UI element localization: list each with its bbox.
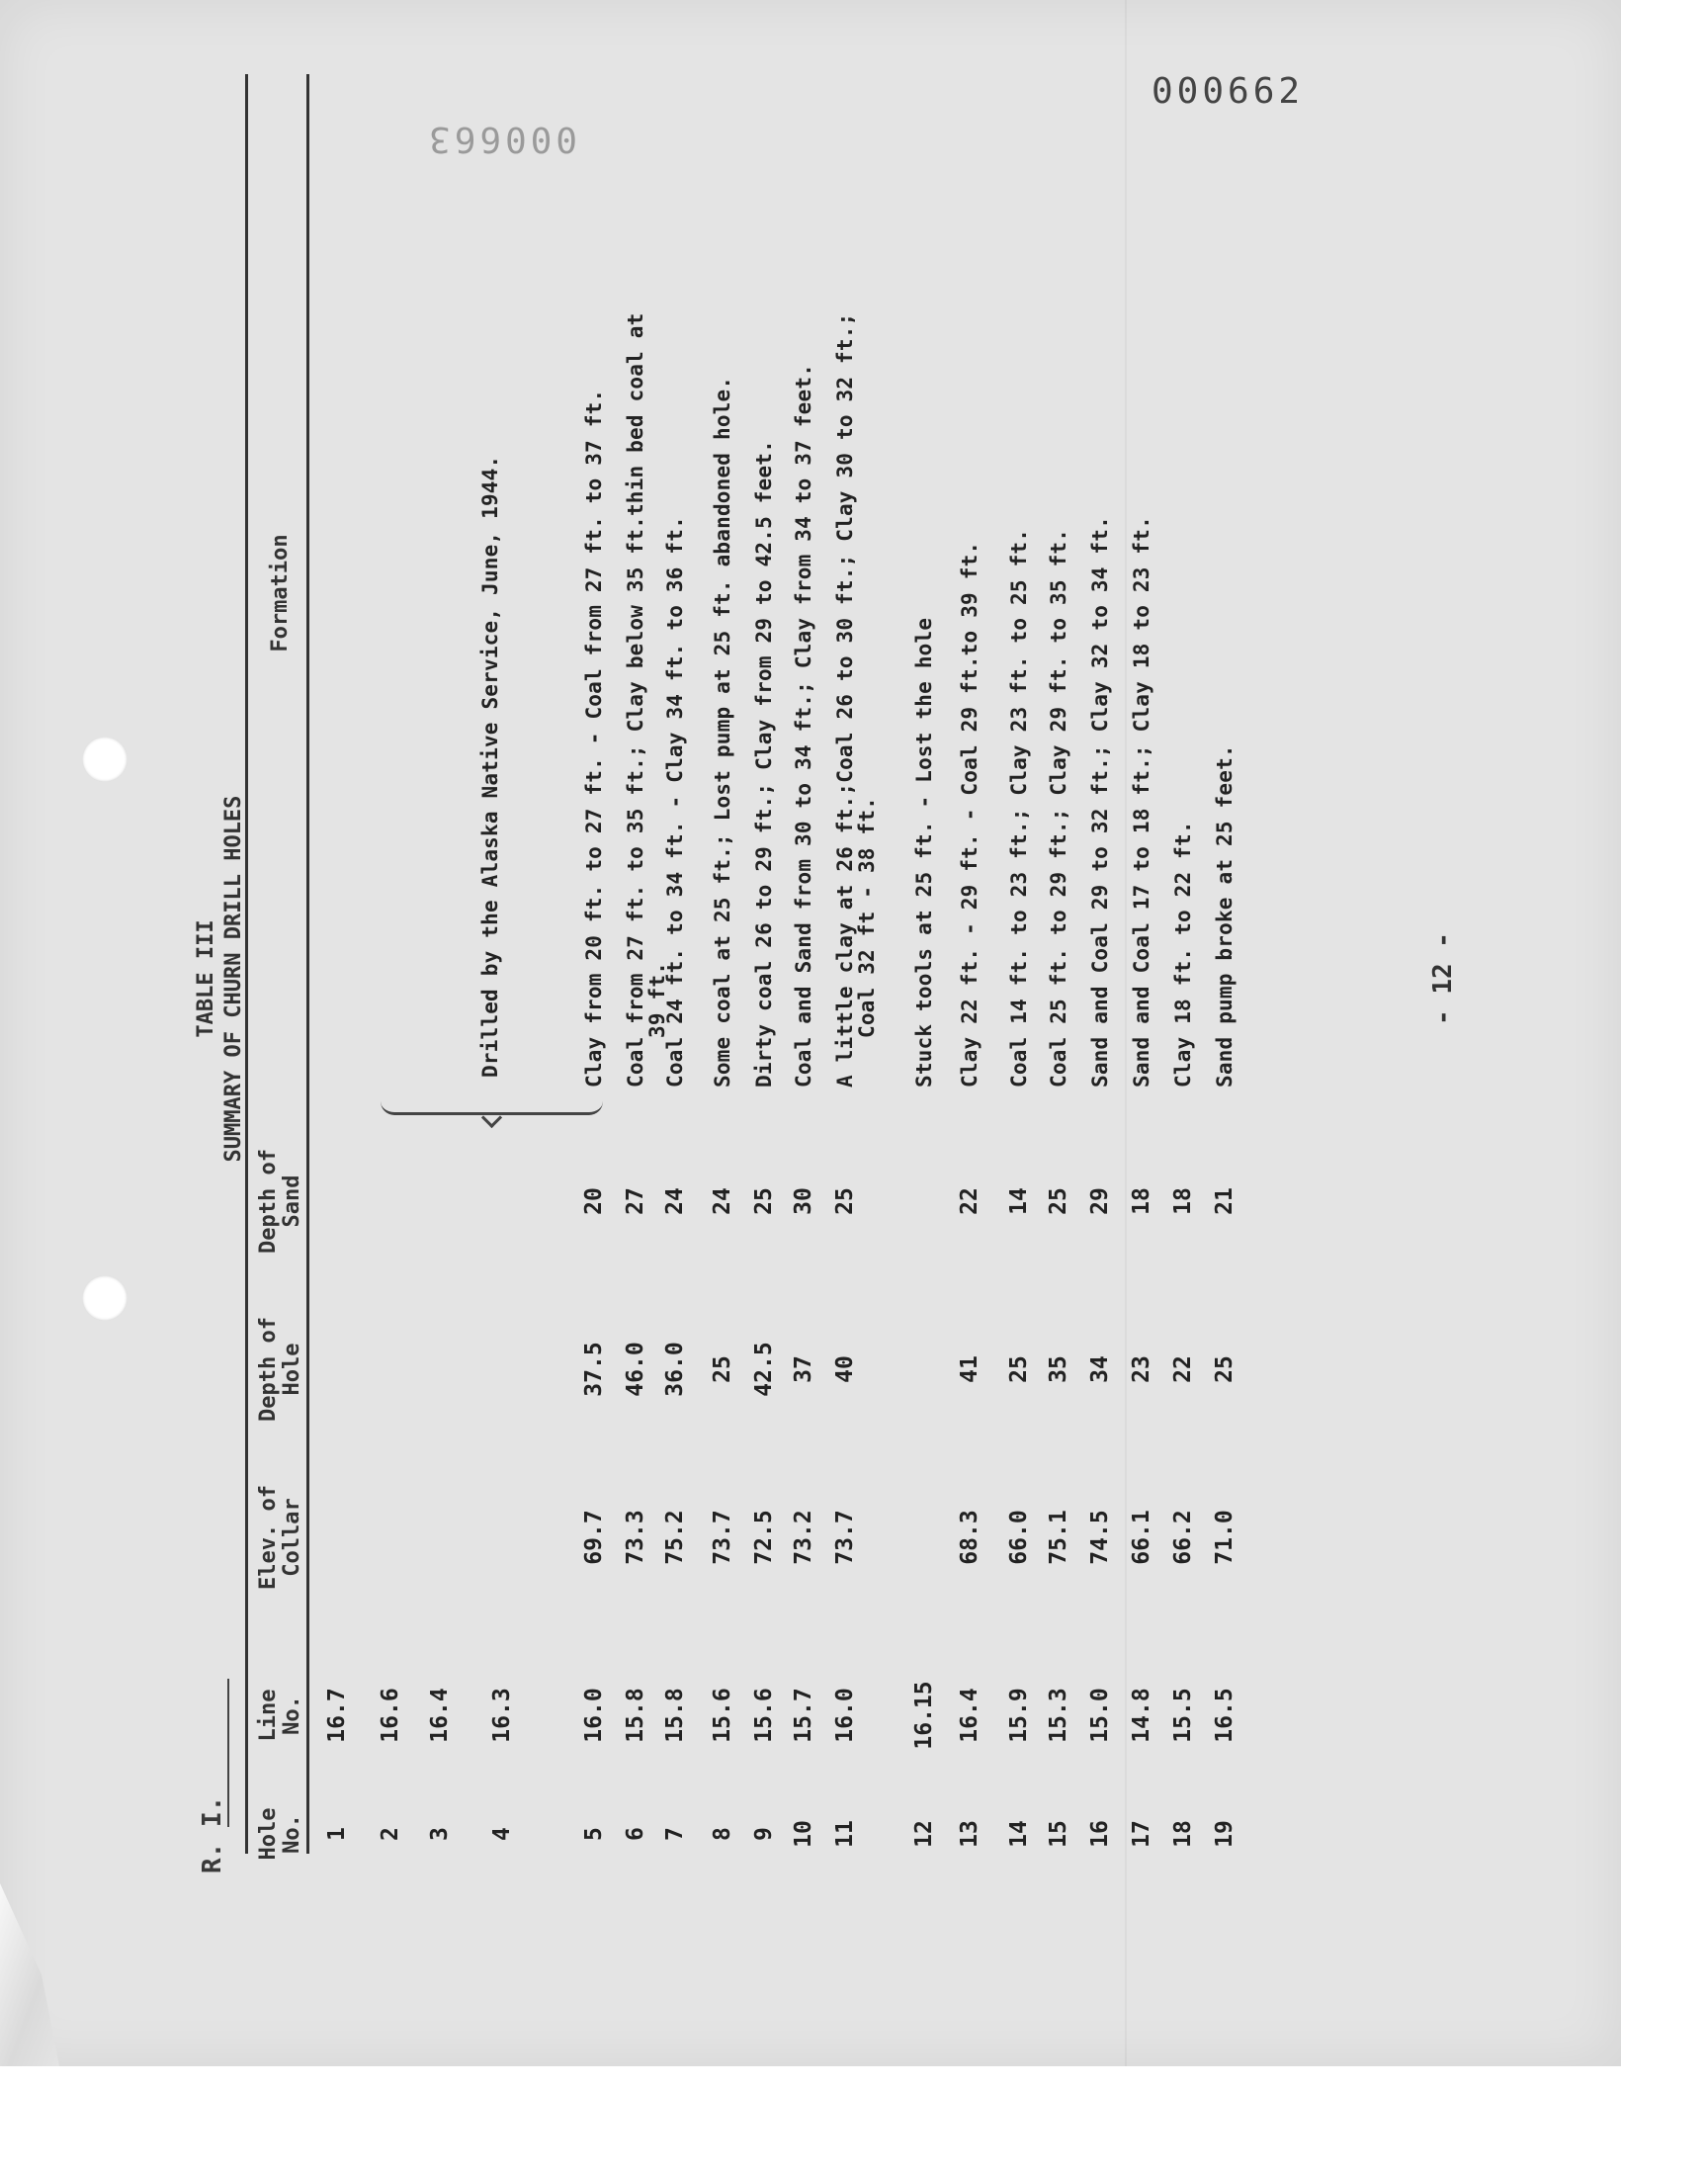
hole-no-cell: 8 [710, 1827, 735, 1841]
hole-no-cell: 9 [751, 1827, 777, 1841]
formation-cell: A little clay at 26 ft.;Coal 26 to 30 ft.; Clay 30 to 32 ft.; [833, 312, 857, 1088]
hole-no-cell: 6 [623, 1827, 648, 1841]
elev-collar-cell: 73.7 [832, 1510, 858, 1565]
formation-cell: Sand and Coal 17 to 18 ft.; Clay 18 to 23 ft. [1130, 516, 1153, 1088]
line-no-cell: 15.6 [751, 1688, 777, 1743]
header-depth-hole: Depth of Hole [256, 1317, 304, 1422]
header-hole-no: Hole No. [256, 1807, 304, 1861]
elev-collar-cell: 72.5 [751, 1510, 777, 1565]
depth-sand-cell: 25 [832, 1187, 858, 1215]
hole-no-cell: 18 [1170, 1820, 1196, 1848]
line-no-cell: 16.5 [1212, 1688, 1238, 1743]
punch-hole-bottom [82, 1275, 128, 1321]
formation-cell: Stuck tools at 25 ft. - Lost the hole [912, 617, 936, 1088]
formation-cell: Sand pump broke at 25 feet. [1213, 744, 1237, 1088]
line-no-cell: 15.6 [710, 1688, 735, 1743]
depth-hole-cell: 25 [1212, 1355, 1238, 1383]
depth-hole-cell: 46.0 [623, 1342, 648, 1397]
formation-cell: Coal 14 ft. to 23 ft.; Clay 23 ft. to 25 ft. [1007, 528, 1031, 1088]
depth-sand-cell: 20 [581, 1187, 607, 1215]
elev-collar-cell: 73.7 [710, 1510, 735, 1565]
depth-hole-cell: 42.5 [751, 1342, 777, 1397]
hole-no-cell: 19 [1212, 1820, 1238, 1848]
report-label: R. I. [198, 1795, 227, 1873]
hole-no-cell: 17 [1129, 1820, 1154, 1848]
line-no-cell: 16.3 [489, 1688, 515, 1743]
depth-sand-cell: 22 [957, 1187, 982, 1215]
header-depth-sand: Depth of Sand [256, 1149, 304, 1254]
line-no-cell: 16.7 [324, 1688, 350, 1743]
formation-cell: Coal 25 ft. to 29 ft.; Clay 29 ft. to 35 ft. [1047, 528, 1070, 1088]
depth-hole-cell: 22 [1170, 1355, 1196, 1383]
line-no-cell: 15.8 [662, 1688, 688, 1743]
depth-hole-cell: 34 [1087, 1355, 1113, 1383]
line-no-cell: 16.0 [832, 1688, 858, 1743]
table-title-line1: TABLE III [194, 919, 218, 1038]
elev-collar-cell: 66.0 [1006, 1510, 1032, 1565]
formation-cell: Clay 18 ft. to 22 ft. [1171, 821, 1195, 1088]
elev-collar-cell: 73.3 [623, 1510, 648, 1565]
header-elev-collar: Elev. of Collar [256, 1485, 304, 1590]
line-no-cell: 15.7 [791, 1688, 816, 1743]
line-no-cell: 15.0 [1087, 1688, 1113, 1743]
depth-hole-cell: 23 [1129, 1355, 1154, 1383]
elev-collar-cell: 74.5 [1087, 1510, 1113, 1565]
hole-no-cell: 16 [1087, 1820, 1113, 1848]
line-no-cell: 16.0 [581, 1688, 607, 1743]
depth-sand-cell: 29 [1087, 1187, 1113, 1215]
depth-sand-cell: 21 [1212, 1187, 1238, 1215]
elev-collar-cell: 75.2 [662, 1510, 688, 1565]
hole-no-cell: 11 [832, 1820, 858, 1848]
page-stamp: 000662 [1152, 71, 1305, 112]
depth-hole-cell: 36.0 [662, 1342, 688, 1397]
line-no-cell: 15.9 [1006, 1688, 1032, 1743]
depth-hole-cell: 25 [710, 1355, 735, 1383]
formation-cell: Sand and Coal 29 to 32 ft.; Clay 32 to 34 ft. [1088, 516, 1112, 1088]
header-formation: Formation [268, 534, 293, 652]
depth-hole-cell: 41 [957, 1355, 982, 1383]
elev-collar-cell: 73.2 [791, 1510, 816, 1565]
elev-collar-cell: 69.7 [581, 1510, 607, 1565]
line-no-cell: 16.6 [378, 1688, 403, 1743]
header-top-rule [245, 74, 248, 1854]
header-bottom-rule [306, 74, 309, 1854]
depth-hole-cell: 40 [832, 1355, 858, 1383]
line-no-cell: 16.15 [911, 1681, 937, 1750]
formation-cell: Some coal at 25 ft.; Lost pump at 25 ft. abandoned hole. [711, 376, 734, 1088]
faded-page-stamp: 000663 [425, 119, 578, 159]
folded-corner [0, 1883, 59, 2066]
table-title [193, 59, 248, 1898]
depth-sand-cell: 24 [662, 1187, 688, 1215]
hole-no-cell: 7 [662, 1827, 688, 1841]
elev-collar-cell: 68.3 [957, 1510, 982, 1565]
formation-cell: 39 ft. [645, 961, 669, 1038]
line-no-cell: 16.4 [957, 1688, 982, 1743]
elev-collar-cell: 75.1 [1046, 1510, 1071, 1565]
line-no-cell: 15.5 [1170, 1688, 1196, 1743]
depth-sand-cell: 18 [1129, 1187, 1154, 1215]
hole-no-cell: 13 [957, 1820, 982, 1848]
depth-hole-cell: 35 [1046, 1355, 1071, 1383]
elev-collar-cell: 66.2 [1170, 1510, 1196, 1565]
line-no-cell: 15.3 [1046, 1688, 1071, 1743]
formation-cell: Coal from 27 ft. to 35 ft.; Clay below 35 ft.thin bed coal at [624, 312, 647, 1088]
table-title-line2: SUMMARY OF CHURN DRILL HOLES [221, 795, 246, 1163]
depth-hole-cell: 37.5 [581, 1342, 607, 1397]
hole-no-cell: 14 [1006, 1820, 1032, 1848]
depth-hole-cell: 37 [791, 1355, 816, 1383]
hole-no-cell: 5 [581, 1827, 607, 1841]
hole-no-cell: 4 [489, 1827, 515, 1841]
depth-sand-cell: 25 [751, 1187, 777, 1215]
formation-cell: Coal 32 ft - 38 ft. [855, 796, 879, 1038]
hole-no-cell: 2 [378, 1827, 403, 1841]
rotated-table-page [148, 59, 1552, 1898]
formation-cell: Coal 24 ft. to 34 ft. - Clay 34 ft. to 36 ft. [663, 516, 687, 1088]
depth-hole-cell: 25 [1006, 1355, 1032, 1383]
formation-cell: Clay from 20 ft. to 27 ft. - Coal from 27 ft. to 37 ft. [582, 389, 606, 1088]
formation-cell: Coal and Sand from 30 to 34 ft.; Clay from 34 to 37 feet. [792, 363, 815, 1088]
formation-cell: Clay 22 ft. - 29 ft. - Coal 29 ft.to 39 ft. [958, 541, 982, 1088]
line-no-cell: 15.8 [623, 1688, 648, 1743]
header-line-no: Line No. [256, 1689, 304, 1742]
hole-no-cell: 1 [324, 1827, 350, 1841]
depth-sand-cell: 14 [1006, 1187, 1032, 1215]
hole-no-cell: 3 [427, 1827, 453, 1841]
hole-no-cell: 15 [1046, 1820, 1071, 1848]
bracket-note: Drilled by the Alaska Native Service, June, 1944. [478, 455, 502, 1078]
depth-sand-cell: 18 [1170, 1187, 1196, 1215]
hole-no-cell: 10 [791, 1820, 816, 1848]
line-no-cell: 16.4 [427, 1688, 453, 1743]
punch-hole-top [82, 737, 128, 782]
hole-no-cell: 12 [911, 1820, 937, 1848]
depth-sand-cell: 25 [1046, 1187, 1071, 1215]
elev-collar-cell: 66.1 [1129, 1510, 1154, 1565]
depth-sand-cell: 24 [710, 1187, 735, 1215]
depth-sand-cell: 27 [623, 1187, 648, 1215]
line-no-cell: 14.8 [1129, 1688, 1154, 1743]
elev-collar-cell: 71.0 [1212, 1510, 1238, 1565]
page-number: - 12 - [1428, 932, 1458, 1025]
formation-cell: Dirty coal 26 to 29 ft.; Clay from 29 to 42.5 feet. [752, 440, 776, 1088]
depth-sand-cell: 30 [791, 1187, 816, 1215]
